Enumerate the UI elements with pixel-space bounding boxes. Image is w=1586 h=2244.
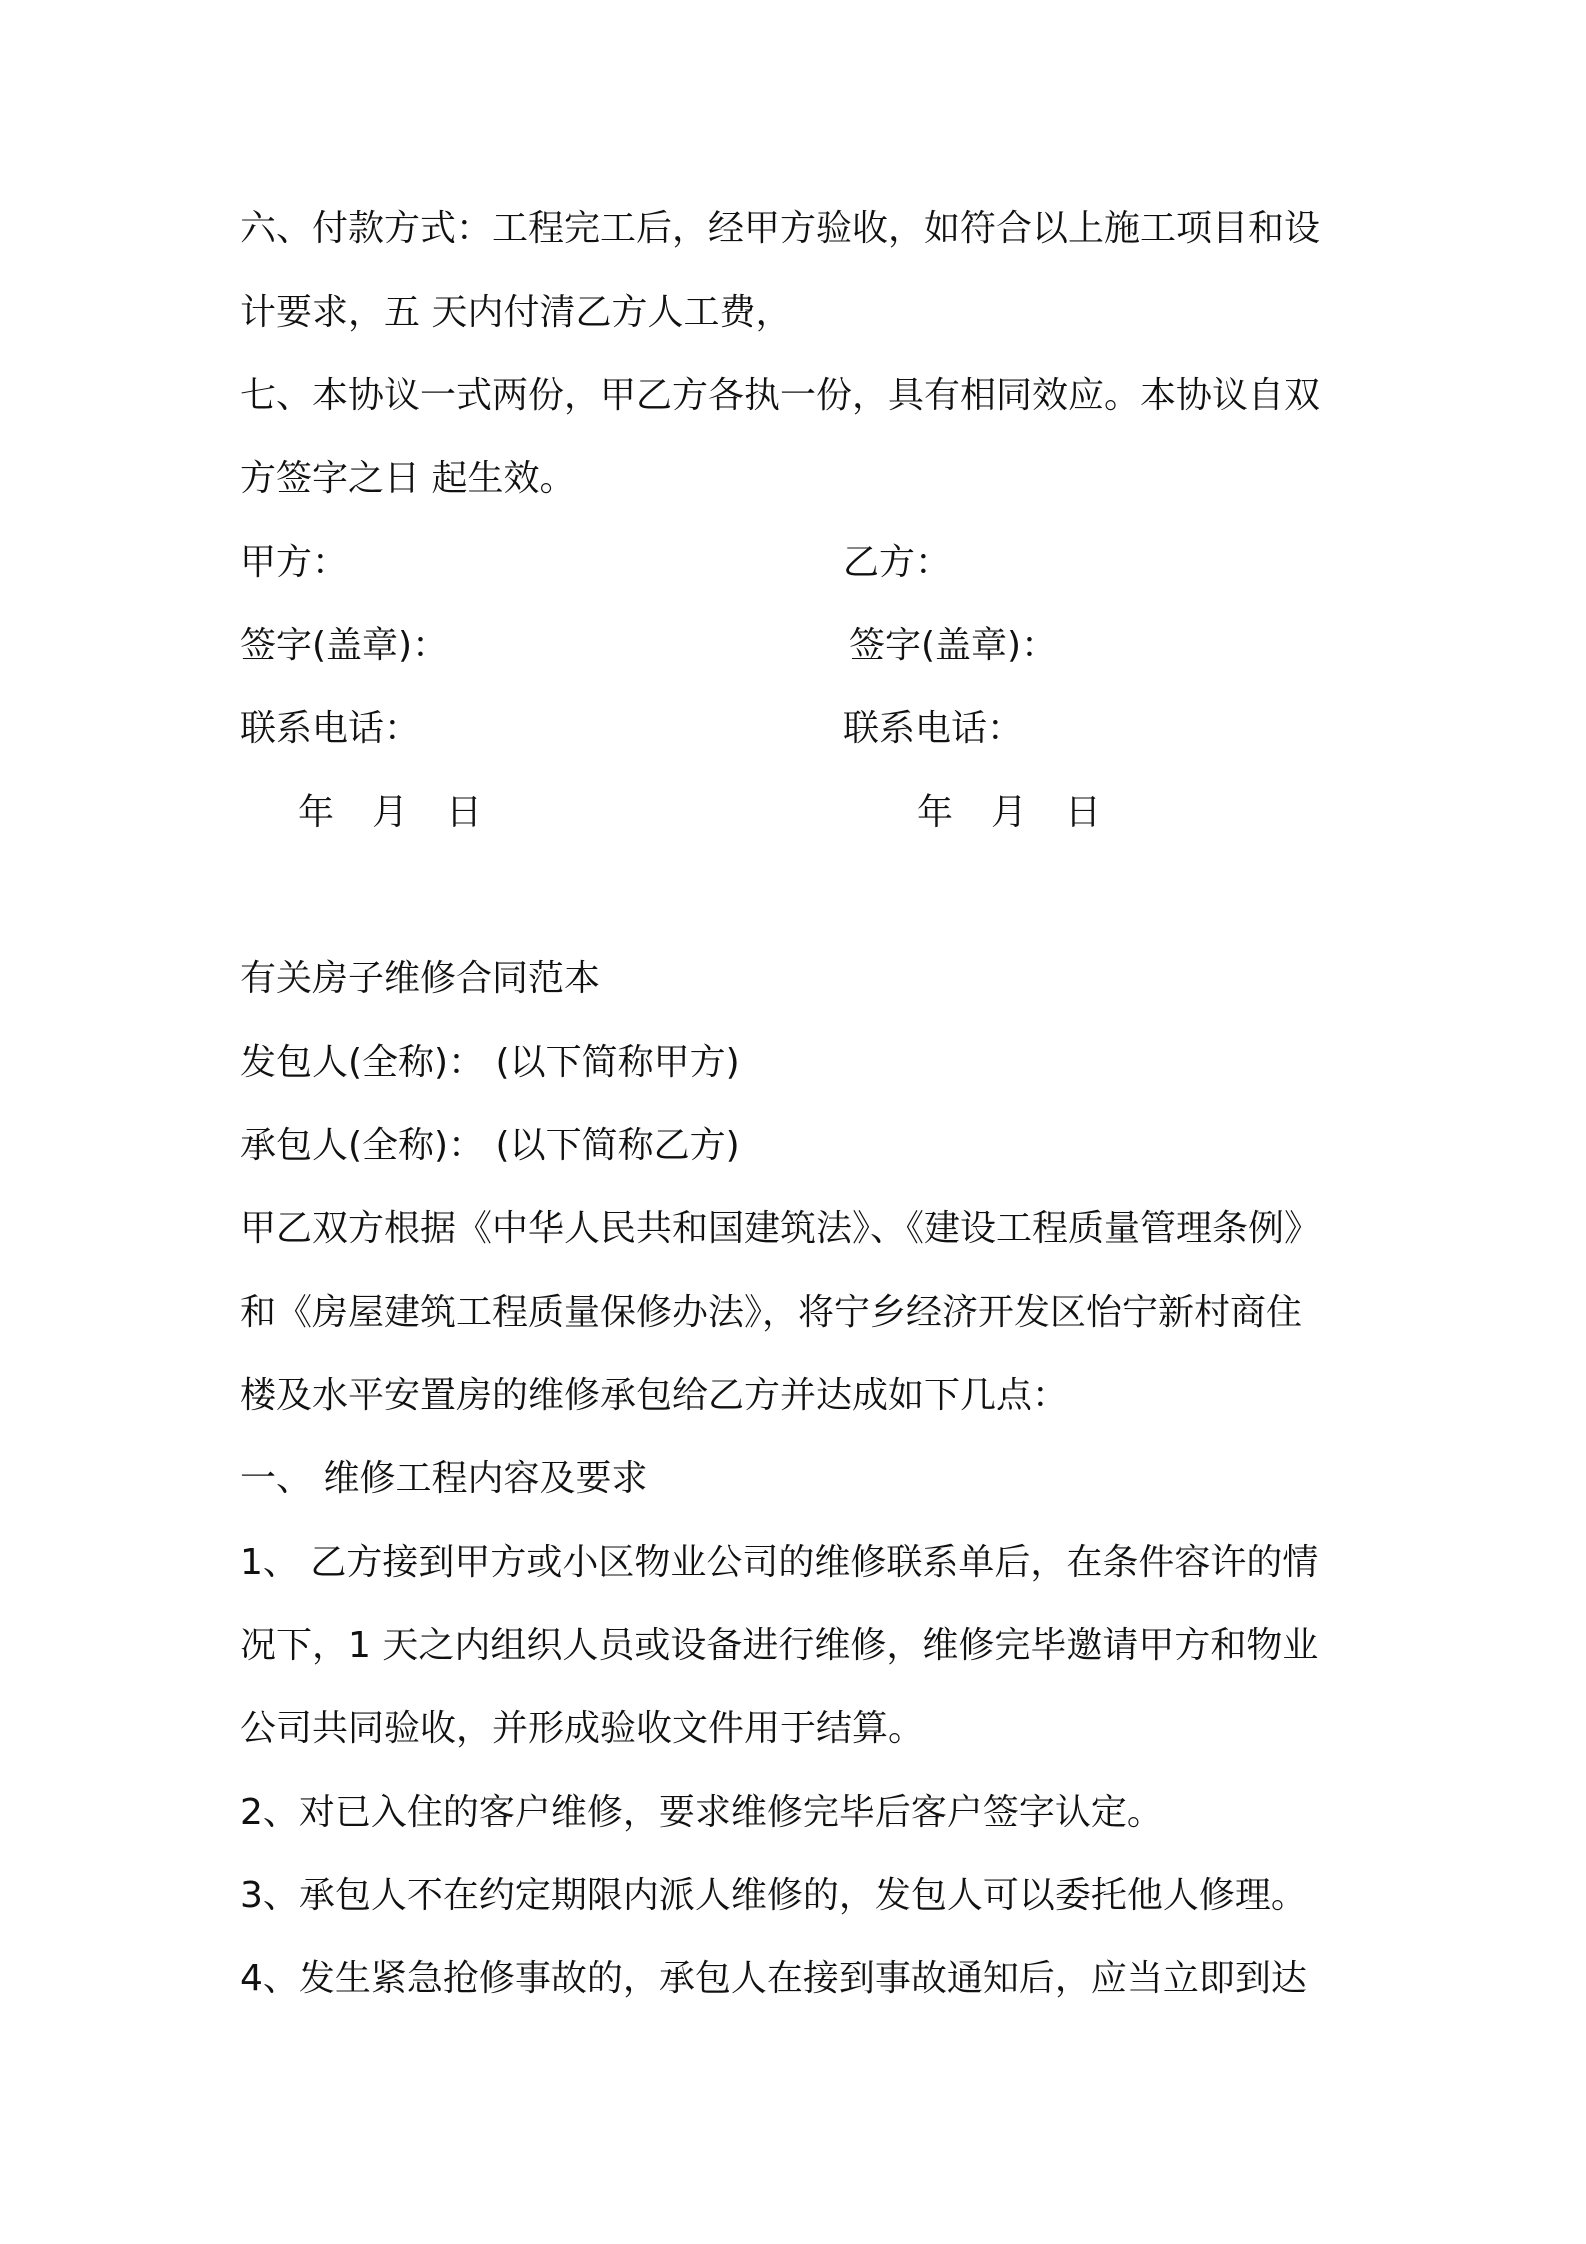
intro-line-1: 甲乙双方根据《中华人民共和国建筑法》、《建设工程质量管理条例》 — [240, 1208, 1321, 1249]
date-year-label: 年 — [298, 792, 335, 833]
item-2: 2、对已入住的客户维修，要求维修完毕后客户签字认定。 — [240, 1792, 1163, 1833]
party-a-phone-label: 联系电话： — [240, 708, 421, 749]
intro-line-3: 楼及水平安置房的维修承包给乙方并达成如下几点： — [240, 1375, 1069, 1416]
date-day-label: 日 — [446, 792, 483, 833]
section-heading-1: 一、 维修工程内容及要求 — [240, 1458, 648, 1499]
party-a-signature-label: 签字(盖章)： — [240, 625, 449, 666]
party-b-signature-label: 签字(盖章)： — [849, 625, 1058, 666]
contract-title: 有关房子维修合同范本 — [240, 958, 601, 999]
date-day-label: 日 — [1065, 792, 1102, 833]
date-month-label: 月 — [991, 792, 1028, 833]
party-b-phone-label: 联系电话： — [843, 708, 1024, 749]
item-1-line-3: 公司共同验收，并形成验收文件用于结算。 — [240, 1708, 925, 1749]
clause-6-line-1: 六、付款方式：工程完工后，经甲方验收，如符合以上施工项目和设 — [240, 208, 1321, 249]
intro-line-2: 和《房屋建筑工程质量保修办法》，将宁乡经济开发区怡宁新村商住 — [240, 1292, 1303, 1333]
date-year-label: 年 — [917, 792, 954, 833]
contractor-line: 承包人(全称)： (以下简称乙方) — [240, 1125, 740, 1166]
party-b-label: 乙方： — [843, 542, 952, 583]
party-a-label: 甲方： — [240, 542, 349, 583]
item-1-line-2: 况下，1 天之内组织人员或设备进行维修，维修完毕邀请甲方和物业 — [240, 1625, 1319, 1666]
item-1-line-1: 1、 乙方接到甲方或小区物业公司的维修联系单后，在条件容许的情 — [240, 1542, 1319, 1583]
employer-line: 发包人(全称)： (以下简称甲方) — [240, 1042, 740, 1083]
clause-7-line-2: 方签字之日 起生效。 — [240, 458, 576, 499]
party-a-date — [298, 789, 482, 837]
clause-7-line-1: 七、本协议一式两份，甲乙方各执一份，具有相同效应。本协议自双 — [240, 375, 1321, 416]
item-4-line-1: 4、发生紧急抢修事故的，承包人在接到事故通知后，应当立即到达 — [240, 1958, 1307, 1999]
party-b-date — [917, 789, 1101, 837]
date-month-label: 月 — [372, 792, 409, 833]
clause-6-line-2: 计要求，五 天内付清乙方人工费， — [240, 292, 792, 333]
item-3: 3、承包人不在约定期限内派人维修的，发包人可以委托他人修理。 — [240, 1875, 1307, 1916]
